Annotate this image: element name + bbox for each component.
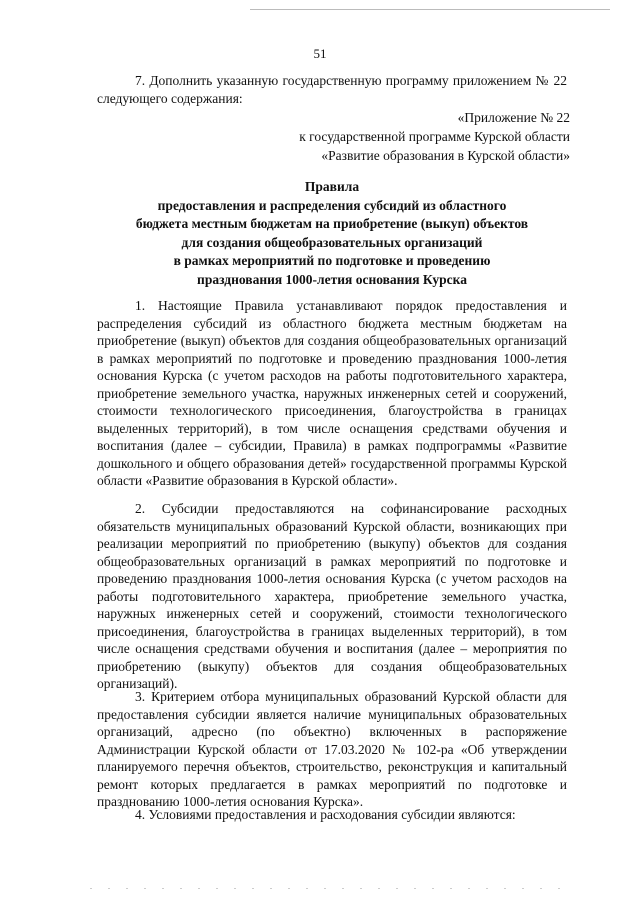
annex-line-3: «Развитие образования в Курской области»: [321, 148, 570, 163]
paragraph-2: 2. Субсидии предоставляются на софинансирование расходных обязательств муниципальных образований Курской области, возникающих при реализации мероприятий по приобретению (выкупу) объектов для создания общеобразовательных организаций в рамках мероприятий по подготовке и проведению празднования 1000-летия основания Курска (с учетом расходов на работы подготовительного характера, приобретение земельного участка, наружных инженерных сетей и сооружений, стоимости технологического присоединения, благоустройства в границах выделенных территорий), в том числе оснащения средствами обучения и воспитания (далее – мероприятия по приобретению (выкупу) объектов для создания общеобразовательных организаций).: [97, 501, 567, 691]
paragraph-4: 4. Условиями предоставления и расходования субсидии являются:: [135, 807, 516, 822]
annex-line-1: «Приложение № 22: [457, 110, 570, 125]
scan-edge-line: [250, 9, 610, 10]
paragraph-3: 3. Критерием отбора муниципальных образований Курской области для предоставления субсидии является наличие муниципальных образовательных организаций, адресно (по объектно) включенных в распоряжение Администрации Курской области от 17.03.2020 № 102-ра «Об утверждении планируемого перечня объектов, строительство, реконструкция и капитальный ремонт которых предлагается в рамках мероприятий по подготовке и празднованию 1000-летия основания Курска».: [97, 689, 567, 809]
title-line-4: для создания общеобразовательных организаций: [181, 234, 483, 250]
page-number: 51: [313, 46, 327, 61]
title-line-1: Правила: [304, 179, 360, 194]
title-line-2: предоставления и распределения субсидий из областного: [157, 197, 507, 213]
title-line-5: в рамках мероприятий по подготовке и проведению: [173, 253, 491, 268]
title-line-3: бюджета местным бюджетам на приобретение (выкуп) объектов: [135, 216, 529, 231]
title-line-6: празднования 1000-летия основания Курска: [197, 271, 467, 287]
annex-line-2: к государственной программе Курской области: [299, 129, 570, 144]
annex-header: [299, 108, 570, 165]
intro-paragraph: 7. Дополнить указанную государственную программу приложением № 22 следующего содержания:: [97, 73, 567, 106]
document-title: [97, 178, 567, 289]
paragraph-1: 1. Настоящие Правила устанавливают порядок предоставления и распределения субсидий из областного бюджета местным бюджетам на приобретение (выкуп) объектов для создания общеобразовательных организаций в рамках мероприятий по подготовке и проведению празднования 1000-летия основания Курска (с учетом расходов на работы подготовительного характера, приобретение земельного участка, наружных инженерных сетей и сооружений, стоимости технологического присоединения, благоустройства в границах выделенных территорий), в том числе оснащения средствами обучения и воспитания (далее – субсидии, Правила) в рамках подпрограммы «Развитие дошкольного и общего образования детей» государственной программы Курской области «Развитие образования в Курской области».: [97, 298, 567, 488]
scan-noise-line: [90, 888, 570, 889]
